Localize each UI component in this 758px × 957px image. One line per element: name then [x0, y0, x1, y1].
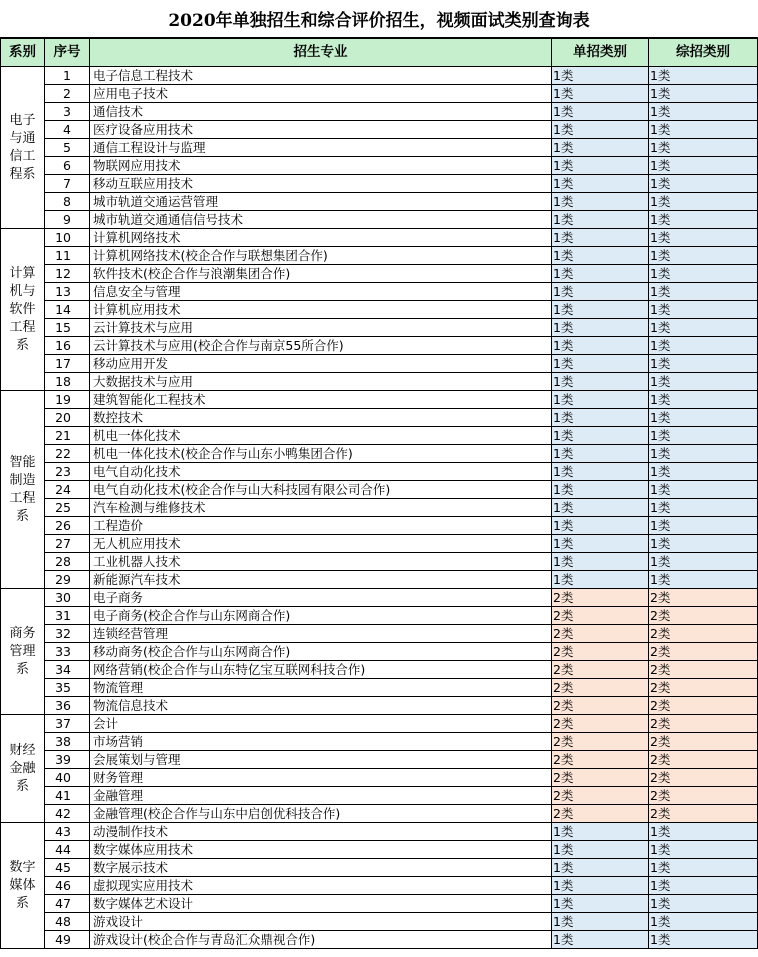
- comprehensive-category-cell[interactable]: 1类: [649, 193, 758, 211]
- dept-cell[interactable]: 商务管理系: [1, 589, 45, 715]
- table-row: [1, 913, 758, 931]
- header-comprehensive-category[interactable]: 综招类别: [649, 39, 758, 67]
- table-row: [1, 319, 758, 337]
- seq-cell[interactable]: 38: [45, 733, 90, 751]
- single-category-cell[interactable]: 1类: [552, 859, 649, 877]
- major-cell[interactable]: 建筑智能化工程技术: [90, 391, 552, 409]
- major-cell[interactable]: 市场营销: [90, 733, 552, 751]
- header-row: [1, 39, 758, 67]
- single-category-cell[interactable]: 2类: [552, 715, 649, 733]
- table-row: [1, 625, 758, 643]
- single-category-cell[interactable]: 1类: [552, 445, 649, 463]
- seq-cell[interactable]: 22: [45, 445, 90, 463]
- seq-cell[interactable]: 42: [45, 805, 90, 823]
- header-major[interactable]: 招生专业: [90, 39, 552, 67]
- comprehensive-category-cell[interactable]: 1类: [649, 931, 758, 949]
- major-cell[interactable]: 财务管理: [90, 769, 552, 787]
- major-cell[interactable]: 会计: [90, 715, 552, 733]
- major-cell[interactable]: 游戏设计: [90, 913, 552, 931]
- table-row: [1, 769, 758, 787]
- major-cell[interactable]: 物流信息技术: [90, 697, 552, 715]
- seq-cell[interactable]: 12: [45, 265, 90, 283]
- dept-cell[interactable]: 数字媒体系: [1, 823, 45, 949]
- seq-cell[interactable]: 20: [45, 409, 90, 427]
- single-category-cell[interactable]: 1类: [552, 355, 649, 373]
- single-category-cell[interactable]: 1类: [552, 283, 649, 301]
- seq-cell[interactable]: 7: [45, 175, 90, 193]
- table-row: [1, 85, 758, 103]
- table-row: [1, 175, 758, 193]
- single-category-cell[interactable]: 2类: [552, 661, 649, 679]
- single-category-cell[interactable]: 1类: [552, 157, 649, 175]
- major-cell[interactable]: 云计算技术与应用(校企合作与南京55所合作): [90, 337, 552, 355]
- comprehensive-category-cell[interactable]: 1类: [649, 535, 758, 553]
- comprehensive-category-cell[interactable]: 1类: [649, 175, 758, 193]
- single-category-cell[interactable]: 2类: [552, 697, 649, 715]
- major-cell[interactable]: 电子商务(校企合作与山东网商合作): [90, 607, 552, 625]
- comprehensive-category-cell[interactable]: 1类: [649, 391, 758, 409]
- single-category-cell[interactable]: 2类: [552, 769, 649, 787]
- table-row: [1, 931, 758, 949]
- major-cell[interactable]: 信息安全与管理: [90, 283, 552, 301]
- table-row: [1, 229, 758, 247]
- major-cell[interactable]: 连锁经营管理: [90, 625, 552, 643]
- single-category-cell[interactable]: 1类: [552, 823, 649, 841]
- seq-cell[interactable]: 47: [45, 895, 90, 913]
- table-row: [1, 337, 758, 355]
- seq-cell[interactable]: 46: [45, 877, 90, 895]
- seq-cell[interactable]: 33: [45, 643, 90, 661]
- major-cell[interactable]: 应用电子技术: [90, 85, 552, 103]
- seq-cell[interactable]: 9: [45, 211, 90, 229]
- comprehensive-category-cell[interactable]: 1类: [649, 265, 758, 283]
- seq-cell[interactable]: 2: [45, 85, 90, 103]
- comprehensive-category-cell[interactable]: 1类: [649, 823, 758, 841]
- major-cell[interactable]: 医疗设备应用技术: [90, 121, 552, 139]
- single-category-cell[interactable]: 1类: [552, 841, 649, 859]
- major-cell[interactable]: 会展策划与管理: [90, 751, 552, 769]
- seq-cell[interactable]: 31: [45, 607, 90, 625]
- comprehensive-category-cell[interactable]: 1类: [649, 229, 758, 247]
- major-cell[interactable]: 机电一体化技术: [90, 427, 552, 445]
- major-cell[interactable]: 城市轨道交通通信信号技术: [90, 211, 552, 229]
- table-row: [1, 517, 758, 535]
- comprehensive-category-cell[interactable]: 2类: [649, 715, 758, 733]
- comprehensive-category-cell[interactable]: 2类: [649, 751, 758, 769]
- table-row: [1, 823, 758, 841]
- single-category-cell[interactable]: 1类: [552, 175, 649, 193]
- major-cell[interactable]: 虚拟现实应用技术: [90, 877, 552, 895]
- seq-cell[interactable]: 44: [45, 841, 90, 859]
- comprehensive-category-cell[interactable]: 1类: [649, 103, 758, 121]
- seq-cell[interactable]: 34: [45, 661, 90, 679]
- major-cell[interactable]: 汽车检测与维修技术: [90, 499, 552, 517]
- major-cell[interactable]: 网络营销(校企合作与山东特亿宝互联网科技合作): [90, 661, 552, 679]
- comprehensive-category-cell[interactable]: 1类: [649, 85, 758, 103]
- table-row: [1, 643, 758, 661]
- table-row: [1, 697, 758, 715]
- table-row: [1, 805, 758, 823]
- single-category-cell[interactable]: 1类: [552, 481, 649, 499]
- major-cell[interactable]: 大数据技术与应用: [90, 373, 552, 391]
- seq-cell[interactable]: 39: [45, 751, 90, 769]
- dept-cell[interactable]: 智能制造工程系: [1, 391, 45, 589]
- table-row: [1, 139, 758, 157]
- seq-cell[interactable]: 13: [45, 283, 90, 301]
- comprehensive-category-cell[interactable]: 1类: [649, 499, 758, 517]
- single-category-cell[interactable]: 1类: [552, 121, 649, 139]
- single-category-cell[interactable]: 1类: [552, 553, 649, 571]
- major-cell[interactable]: 数字媒体应用技术: [90, 841, 552, 859]
- comprehensive-category-cell[interactable]: 1类: [649, 913, 758, 931]
- comprehensive-category-cell[interactable]: 1类: [649, 841, 758, 859]
- comprehensive-category-cell[interactable]: 1类: [649, 373, 758, 391]
- table-row: [1, 571, 758, 589]
- single-category-cell[interactable]: 1类: [552, 67, 649, 85]
- major-cell[interactable]: 工业机器人技术: [90, 553, 552, 571]
- major-cell[interactable]: 电气自动化技术: [90, 463, 552, 481]
- single-category-cell[interactable]: 1类: [552, 427, 649, 445]
- major-cell[interactable]: 数控技术: [90, 409, 552, 427]
- major-cell[interactable]: 金融管理(校企合作与山东中启创优科技合作): [90, 805, 552, 823]
- table-row: [1, 877, 758, 895]
- single-category-cell[interactable]: 1类: [552, 931, 649, 949]
- single-category-cell[interactable]: 1类: [552, 409, 649, 427]
- table-row: [1, 661, 758, 679]
- single-category-cell[interactable]: 2类: [552, 805, 649, 823]
- dept-cell[interactable]: 电子与通信工程系: [1, 67, 45, 229]
- major-cell[interactable]: 移动互联应用技术: [90, 175, 552, 193]
- table-row: [1, 607, 758, 625]
- comprehensive-category-cell[interactable]: 1类: [649, 355, 758, 373]
- table-row: [1, 427, 758, 445]
- seq-cell[interactable]: 21: [45, 427, 90, 445]
- comprehensive-category-cell[interactable]: 1类: [649, 859, 758, 877]
- seq-cell[interactable]: 23: [45, 463, 90, 481]
- seq-cell[interactable]: 3: [45, 103, 90, 121]
- single-category-cell[interactable]: 2类: [552, 589, 649, 607]
- comprehensive-category-cell[interactable]: 1类: [649, 301, 758, 319]
- table-row: [1, 193, 758, 211]
- comprehensive-category-cell[interactable]: 1类: [649, 139, 758, 157]
- single-category-cell[interactable]: 1类: [552, 499, 649, 517]
- comprehensive-category-cell[interactable]: 2类: [649, 769, 758, 787]
- major-cell[interactable]: 电子信息工程技术: [90, 67, 552, 85]
- table-row: [1, 859, 758, 877]
- single-category-cell[interactable]: 1类: [552, 139, 649, 157]
- comprehensive-category-cell[interactable]: 2类: [649, 625, 758, 643]
- comprehensive-category-cell[interactable]: 1类: [649, 337, 758, 355]
- comprehensive-category-cell[interactable]: 1类: [649, 283, 758, 301]
- major-cell[interactable]: 金融管理: [90, 787, 552, 805]
- comprehensive-category-cell[interactable]: 2类: [649, 643, 758, 661]
- dept-cell[interactable]: 计算机与软件工程系: [1, 229, 45, 391]
- seq-cell[interactable]: 15: [45, 319, 90, 337]
- comprehensive-category-cell[interactable]: 1类: [649, 121, 758, 139]
- seq-cell[interactable]: 11: [45, 247, 90, 265]
- table-row: [1, 499, 758, 517]
- table-row: [1, 733, 758, 751]
- single-category-cell[interactable]: 1类: [552, 517, 649, 535]
- table-row: [1, 157, 758, 175]
- single-category-cell[interactable]: 1类: [552, 463, 649, 481]
- comprehensive-category-cell[interactable]: 2类: [649, 679, 758, 697]
- single-category-cell[interactable]: 2类: [552, 733, 649, 751]
- major-cell[interactable]: 电子商务: [90, 589, 552, 607]
- table-row: [1, 283, 758, 301]
- table-row: [1, 121, 758, 139]
- seq-cell[interactable]: 45: [45, 859, 90, 877]
- single-category-cell[interactable]: 1类: [552, 103, 649, 121]
- table-row: [1, 301, 758, 319]
- table-row: [1, 589, 758, 607]
- single-category-cell[interactable]: 2类: [552, 787, 649, 805]
- table-row: [1, 265, 758, 283]
- table-row: [1, 373, 758, 391]
- seq-cell[interactable]: 29: [45, 571, 90, 589]
- major-cell[interactable]: 数字媒体艺术设计: [90, 895, 552, 913]
- single-category-cell[interactable]: 1类: [552, 337, 649, 355]
- table-row: [1, 67, 758, 85]
- comprehensive-category-cell[interactable]: 1类: [649, 427, 758, 445]
- table-row: [1, 391, 758, 409]
- table-row: [1, 211, 758, 229]
- table-row: [1, 535, 758, 553]
- major-cell[interactable]: 物流管理: [90, 679, 552, 697]
- major-cell[interactable]: 物联网应用技术: [90, 157, 552, 175]
- comprehensive-category-cell[interactable]: 2类: [649, 589, 758, 607]
- seq-cell[interactable]: 6: [45, 157, 90, 175]
- single-category-cell[interactable]: 1类: [552, 211, 649, 229]
- seq-cell[interactable]: 49: [45, 931, 90, 949]
- table-row: [1, 715, 758, 733]
- table-row: [1, 463, 758, 481]
- major-cell[interactable]: 计算机网络技术(校企合作与联想集团合作): [90, 247, 552, 265]
- seq-cell[interactable]: 40: [45, 769, 90, 787]
- seq-cell[interactable]: 1: [45, 67, 90, 85]
- comprehensive-category-cell[interactable]: 2类: [649, 805, 758, 823]
- single-category-cell[interactable]: 1类: [552, 391, 649, 409]
- seq-cell[interactable]: 4: [45, 121, 90, 139]
- single-category-cell[interactable]: 2类: [552, 643, 649, 661]
- comprehensive-category-cell[interactable]: 2类: [649, 607, 758, 625]
- seq-cell[interactable]: 5: [45, 139, 90, 157]
- single-category-cell[interactable]: 1类: [552, 913, 649, 931]
- seq-cell[interactable]: 17: [45, 355, 90, 373]
- seq-cell[interactable]: 36: [45, 697, 90, 715]
- seq-cell[interactable]: 14: [45, 301, 90, 319]
- single-category-cell[interactable]: 1类: [552, 373, 649, 391]
- table-body: [1, 67, 758, 949]
- table-row: [1, 895, 758, 913]
- comprehensive-category-cell[interactable]: 1类: [649, 67, 758, 85]
- comprehensive-category-cell[interactable]: 2类: [649, 661, 758, 679]
- major-cell[interactable]: 云计算技术与应用: [90, 319, 552, 337]
- major-cell[interactable]: 工程造价: [90, 517, 552, 535]
- comprehensive-category-cell[interactable]: 1类: [649, 517, 758, 535]
- seq-cell[interactable]: 37: [45, 715, 90, 733]
- table-row: [1, 103, 758, 121]
- major-cell[interactable]: 无人机应用技术: [90, 535, 552, 553]
- table-row: [1, 751, 758, 769]
- seq-cell[interactable]: 25: [45, 499, 90, 517]
- table-row: [1, 553, 758, 571]
- table-row: [1, 247, 758, 265]
- table-row: [1, 445, 758, 463]
- comprehensive-category-cell[interactable]: 1类: [649, 571, 758, 589]
- single-category-cell[interactable]: 1类: [552, 877, 649, 895]
- major-cell[interactable]: 通信工程设计与监理: [90, 139, 552, 157]
- single-category-cell[interactable]: 2类: [552, 607, 649, 625]
- major-cell[interactable]: 机电一体化技术(校企合作与山东小鸭集团合作): [90, 445, 552, 463]
- seq-cell[interactable]: 16: [45, 337, 90, 355]
- single-category-cell[interactable]: 1类: [552, 229, 649, 247]
- single-category-cell[interactable]: 1类: [552, 319, 649, 337]
- major-cell[interactable]: 计算机应用技术: [90, 301, 552, 319]
- seq-cell[interactable]: 8: [45, 193, 90, 211]
- seq-cell[interactable]: 32: [45, 625, 90, 643]
- major-cell[interactable]: 城市轨道交通运营管理: [90, 193, 552, 211]
- table-row: [1, 679, 758, 697]
- comprehensive-category-cell[interactable]: 1类: [649, 481, 758, 499]
- comprehensive-category-cell[interactable]: 1类: [649, 319, 758, 337]
- major-cell[interactable]: 游戏设计(校企合作与青岛汇众鼎视合作): [90, 931, 552, 949]
- major-cell[interactable]: 数字展示技术: [90, 859, 552, 877]
- seq-cell[interactable]: 26: [45, 517, 90, 535]
- major-cell[interactable]: 软件技术(校企合作与浪潮集团合作): [90, 265, 552, 283]
- comprehensive-category-cell[interactable]: 2类: [649, 733, 758, 751]
- comprehensive-category-cell[interactable]: 1类: [649, 553, 758, 571]
- single-category-cell[interactable]: 1类: [552, 895, 649, 913]
- table-row: [1, 355, 758, 373]
- major-cell[interactable]: 通信技术: [90, 103, 552, 121]
- single-category-cell[interactable]: 1类: [552, 85, 649, 103]
- seq-cell[interactable]: 35: [45, 679, 90, 697]
- single-category-cell[interactable]: 1类: [552, 247, 649, 265]
- admissions-table: [0, 38, 758, 949]
- seq-cell[interactable]: 43: [45, 823, 90, 841]
- table-row: [1, 787, 758, 805]
- comprehensive-category-cell[interactable]: 1类: [649, 445, 758, 463]
- comprehensive-category-cell[interactable]: 1类: [649, 247, 758, 265]
- single-category-cell[interactable]: 1类: [552, 301, 649, 319]
- major-cell[interactable]: 动漫制作技术: [90, 823, 552, 841]
- comprehensive-category-cell[interactable]: 1类: [649, 211, 758, 229]
- comprehensive-category-cell[interactable]: 1类: [649, 463, 758, 481]
- header-single-category[interactable]: 单招类别: [552, 39, 649, 67]
- table-title: 2020年单独招生和综合评价招生，视频面试类别查询表: [0, 0, 758, 38]
- seq-cell[interactable]: 28: [45, 553, 90, 571]
- single-category-cell[interactable]: 2类: [552, 625, 649, 643]
- comprehensive-category-cell[interactable]: 1类: [649, 895, 758, 913]
- major-cell[interactable]: 计算机网络技术: [90, 229, 552, 247]
- seq-cell[interactable]: 48: [45, 913, 90, 931]
- seq-cell[interactable]: 10: [45, 229, 90, 247]
- single-category-cell[interactable]: 2类: [552, 679, 649, 697]
- seq-cell[interactable]: 19: [45, 391, 90, 409]
- comprehensive-category-cell[interactable]: 1类: [649, 877, 758, 895]
- comprehensive-category-cell[interactable]: 2类: [649, 697, 758, 715]
- major-cell[interactable]: 移动商务(校企合作与山东网商合作): [90, 643, 552, 661]
- dept-cell[interactable]: 财经金融系: [1, 715, 45, 823]
- comprehensive-category-cell[interactable]: 1类: [649, 157, 758, 175]
- seq-cell[interactable]: 41: [45, 787, 90, 805]
- seq-cell[interactable]: 30: [45, 589, 90, 607]
- major-cell[interactable]: 新能源汽车技术: [90, 571, 552, 589]
- single-category-cell[interactable]: 1类: [552, 535, 649, 553]
- comprehensive-category-cell[interactable]: 1类: [649, 409, 758, 427]
- table-row: [1, 841, 758, 859]
- seq-cell[interactable]: 24: [45, 481, 90, 499]
- seq-cell[interactable]: 27: [45, 535, 90, 553]
- single-category-cell[interactable]: 1类: [552, 571, 649, 589]
- major-cell[interactable]: 移动应用开发: [90, 355, 552, 373]
- seq-cell[interactable]: 18: [45, 373, 90, 391]
- major-cell[interactable]: 电气自动化技术(校企合作与山大科技园有限公司合作): [90, 481, 552, 499]
- comprehensive-category-cell[interactable]: 2类: [649, 787, 758, 805]
- table-row: [1, 481, 758, 499]
- single-category-cell[interactable]: 1类: [552, 193, 649, 211]
- header-dept[interactable]: 系别: [1, 39, 45, 67]
- single-category-cell[interactable]: 1类: [552, 265, 649, 283]
- header-seq[interactable]: 序号: [45, 39, 90, 67]
- table-row: [1, 409, 758, 427]
- single-category-cell[interactable]: 2类: [552, 751, 649, 769]
